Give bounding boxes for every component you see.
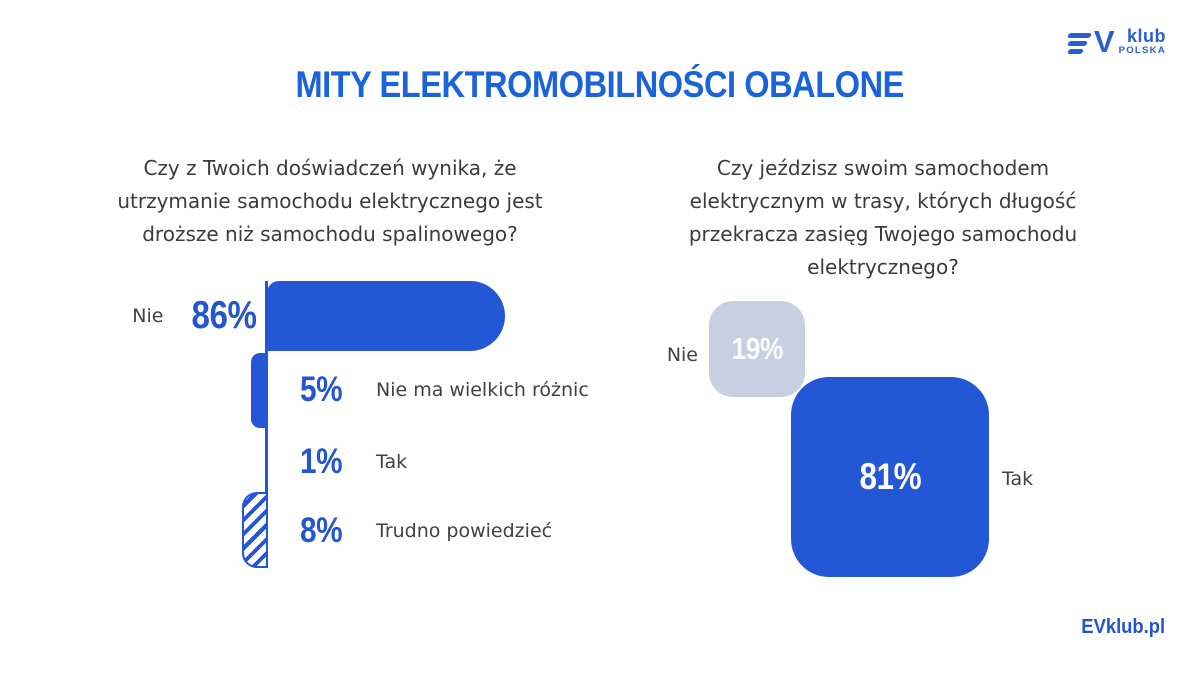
category-label-trudno-powiedziec: Trudno powiedzieć (376, 520, 553, 542)
logo-klub-text: klub (1126, 26, 1166, 46)
row-trudno-powiedziec (300, 509, 552, 553)
pct-value-5: 5% (300, 370, 343, 409)
right-question-line: elektrycznego? (807, 255, 959, 279)
right-question-line: Czy jeździsz swoim samochodem (716, 156, 1050, 180)
row-nie-86 (95, 281, 257, 351)
right-question-line: elektrycznym w trasy, których długość (689, 189, 1077, 213)
ev-logo-e-icon (1068, 33, 1091, 54)
bar-nie-86 (267, 281, 505, 351)
bar-nie-ma-wielkich-roznic-5 (251, 353, 268, 428)
right-question-line: przekracza zasięg Twojego samochodu (688, 222, 1078, 246)
row-nie-ma-wielkich-roznic (300, 368, 589, 412)
left-question (80, 152, 580, 251)
right-question (652, 152, 1114, 284)
category-label-tak: Tak (376, 451, 408, 473)
pct-value-1: 1% (300, 442, 343, 481)
left-question-line: droższe niż samochodu spalinowego? (142, 222, 518, 246)
row-tak-1 (300, 440, 407, 484)
square-nie-19 (709, 301, 805, 397)
square-tak-81 (791, 377, 989, 577)
right-category-label-tak: Tak (1002, 468, 1034, 490)
bar-trudno-powiedziec-8-hatched (242, 492, 268, 568)
logo-polska-text: POLSKA (1118, 45, 1166, 56)
pct-value-8: 8% (300, 511, 343, 550)
evklub-polska-logo (1068, 26, 1166, 57)
left-question-line: Czy z Twoich doświadczeń wynika, że (143, 156, 517, 180)
pct-value-19: 19% (731, 331, 783, 366)
pct-value-86: 86% (191, 294, 257, 337)
right-category-label-nie: Nie (666, 344, 698, 366)
left-question-line: utrzymanie samochodu elektrycznego jest (117, 189, 543, 213)
evklub-site-link[interactable]: EVklub.pl (1081, 616, 1165, 638)
page-title: MITY ELEKTROMOBILNOŚCI OBALONE (295, 64, 905, 105)
category-label-nie: Nie (132, 305, 164, 327)
category-label-nie-ma-wielkich-roznic: Nie ma wielkich różnic (376, 379, 589, 401)
ev-logo-v: V (1093, 24, 1114, 59)
pct-value-81: 81% (859, 456, 921, 497)
